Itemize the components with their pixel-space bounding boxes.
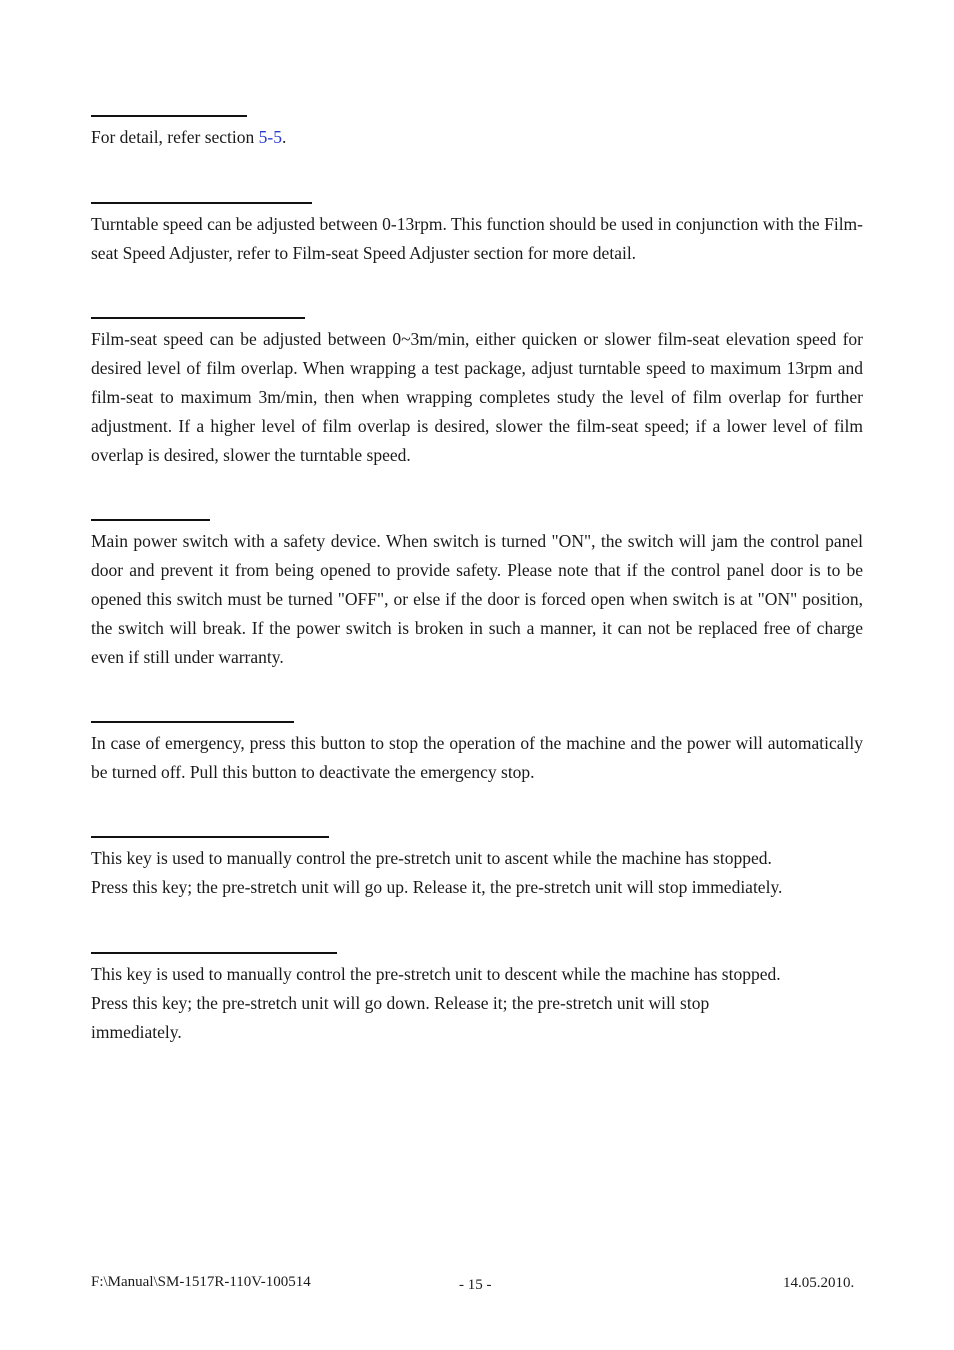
heading-underline	[91, 721, 294, 723]
pre-stretch-down-line-1: This key is used to manually control the pre-stretch unit to descent while the machine has stopped.	[91, 964, 781, 984]
heading-underline	[91, 952, 337, 954]
detail-reference-suffix: .	[281, 127, 287, 147]
main-power-switch-text: Main power switch with a safety device. When switch is turned "ON", the switch will jam the control panel door and prevent it from being opened to provide safety. Please note that if the control panel door is to be opened this switch must be turned "OFF", or else if the door is forced open when switch is at "ON" position, the switch will break. If the power switch is broken in such a manner, it can not be replaced free of charge even if still under warranty.	[91, 531, 863, 667]
footer-file-path: F:\Manual\SM-1517R-110V-100514	[91, 1274, 311, 1290]
heading-underline	[91, 317, 305, 319]
section-turntable-speed	[91, 202, 863, 268]
section-pre-stretch-down	[91, 952, 863, 1047]
pre-stretch-up-text	[91, 844, 863, 902]
section-pre-stretch-up	[91, 836, 863, 902]
heading-underline	[91, 836, 329, 838]
section-link[interactable]: 5-5	[258, 127, 282, 147]
pre-stretch-down-line-2: Press this key; the pre-stretch unit will go down. Release it; the pre-stretch unit will stop	[91, 993, 710, 1013]
detail-reference-text	[91, 123, 863, 152]
section-film-seat-speed	[91, 317, 863, 470]
detail-reference-prefix: For detail, refer section	[91, 127, 259, 147]
turntable-speed-text: Turntable speed can be adjusted between 0-13rpm. This function should be used in conjunction with the Film-seat Speed Adjuster, refer to Film-seat Speed Adjuster section for more detail.	[91, 214, 863, 263]
pre-stretch-up-line-1: This key is used to manually control the pre-stretch unit to ascent while the machine has stopped.	[91, 848, 772, 868]
section-detail-reference	[91, 115, 863, 152]
footer-page-number: - 15 -	[459, 1277, 492, 1293]
heading-underline	[91, 115, 247, 117]
pre-stretch-down-line-3: immediately.	[91, 1022, 182, 1042]
emergency-stop-text: In case of emergency, press this button to stop the operation of the machine and the power will automatically be turned off. Pull this button to deactivate the emergency stop.	[91, 733, 863, 782]
film-seat-speed-text: Film-seat speed can be adjusted between 0~3m/min, either quicken or slower film-seat elevation speed for desired level of film overlap. When wrapping a test package, adjust turntable speed to maximum 13rpm and film-seat to maximum 3m/min, then when wrapping completes study the level of film overlap for further adjustment. If a higher level of film overlap is desired, slower the film-seat speed; if a lower level of film overlap is desired, slower the turntable speed.	[91, 329, 863, 465]
heading-underline	[91, 519, 210, 521]
section-emergency-stop	[91, 721, 863, 787]
footer-date: 14.05.2010.	[783, 1275, 855, 1291]
heading-underline	[91, 202, 312, 204]
pre-stretch-up-line-2: Press this key; the pre-stretch unit will go up. Release it, the pre-stretch unit will stop immediately.	[91, 877, 783, 897]
section-main-power-switch	[91, 519, 863, 672]
pre-stretch-down-text	[91, 960, 863, 1047]
